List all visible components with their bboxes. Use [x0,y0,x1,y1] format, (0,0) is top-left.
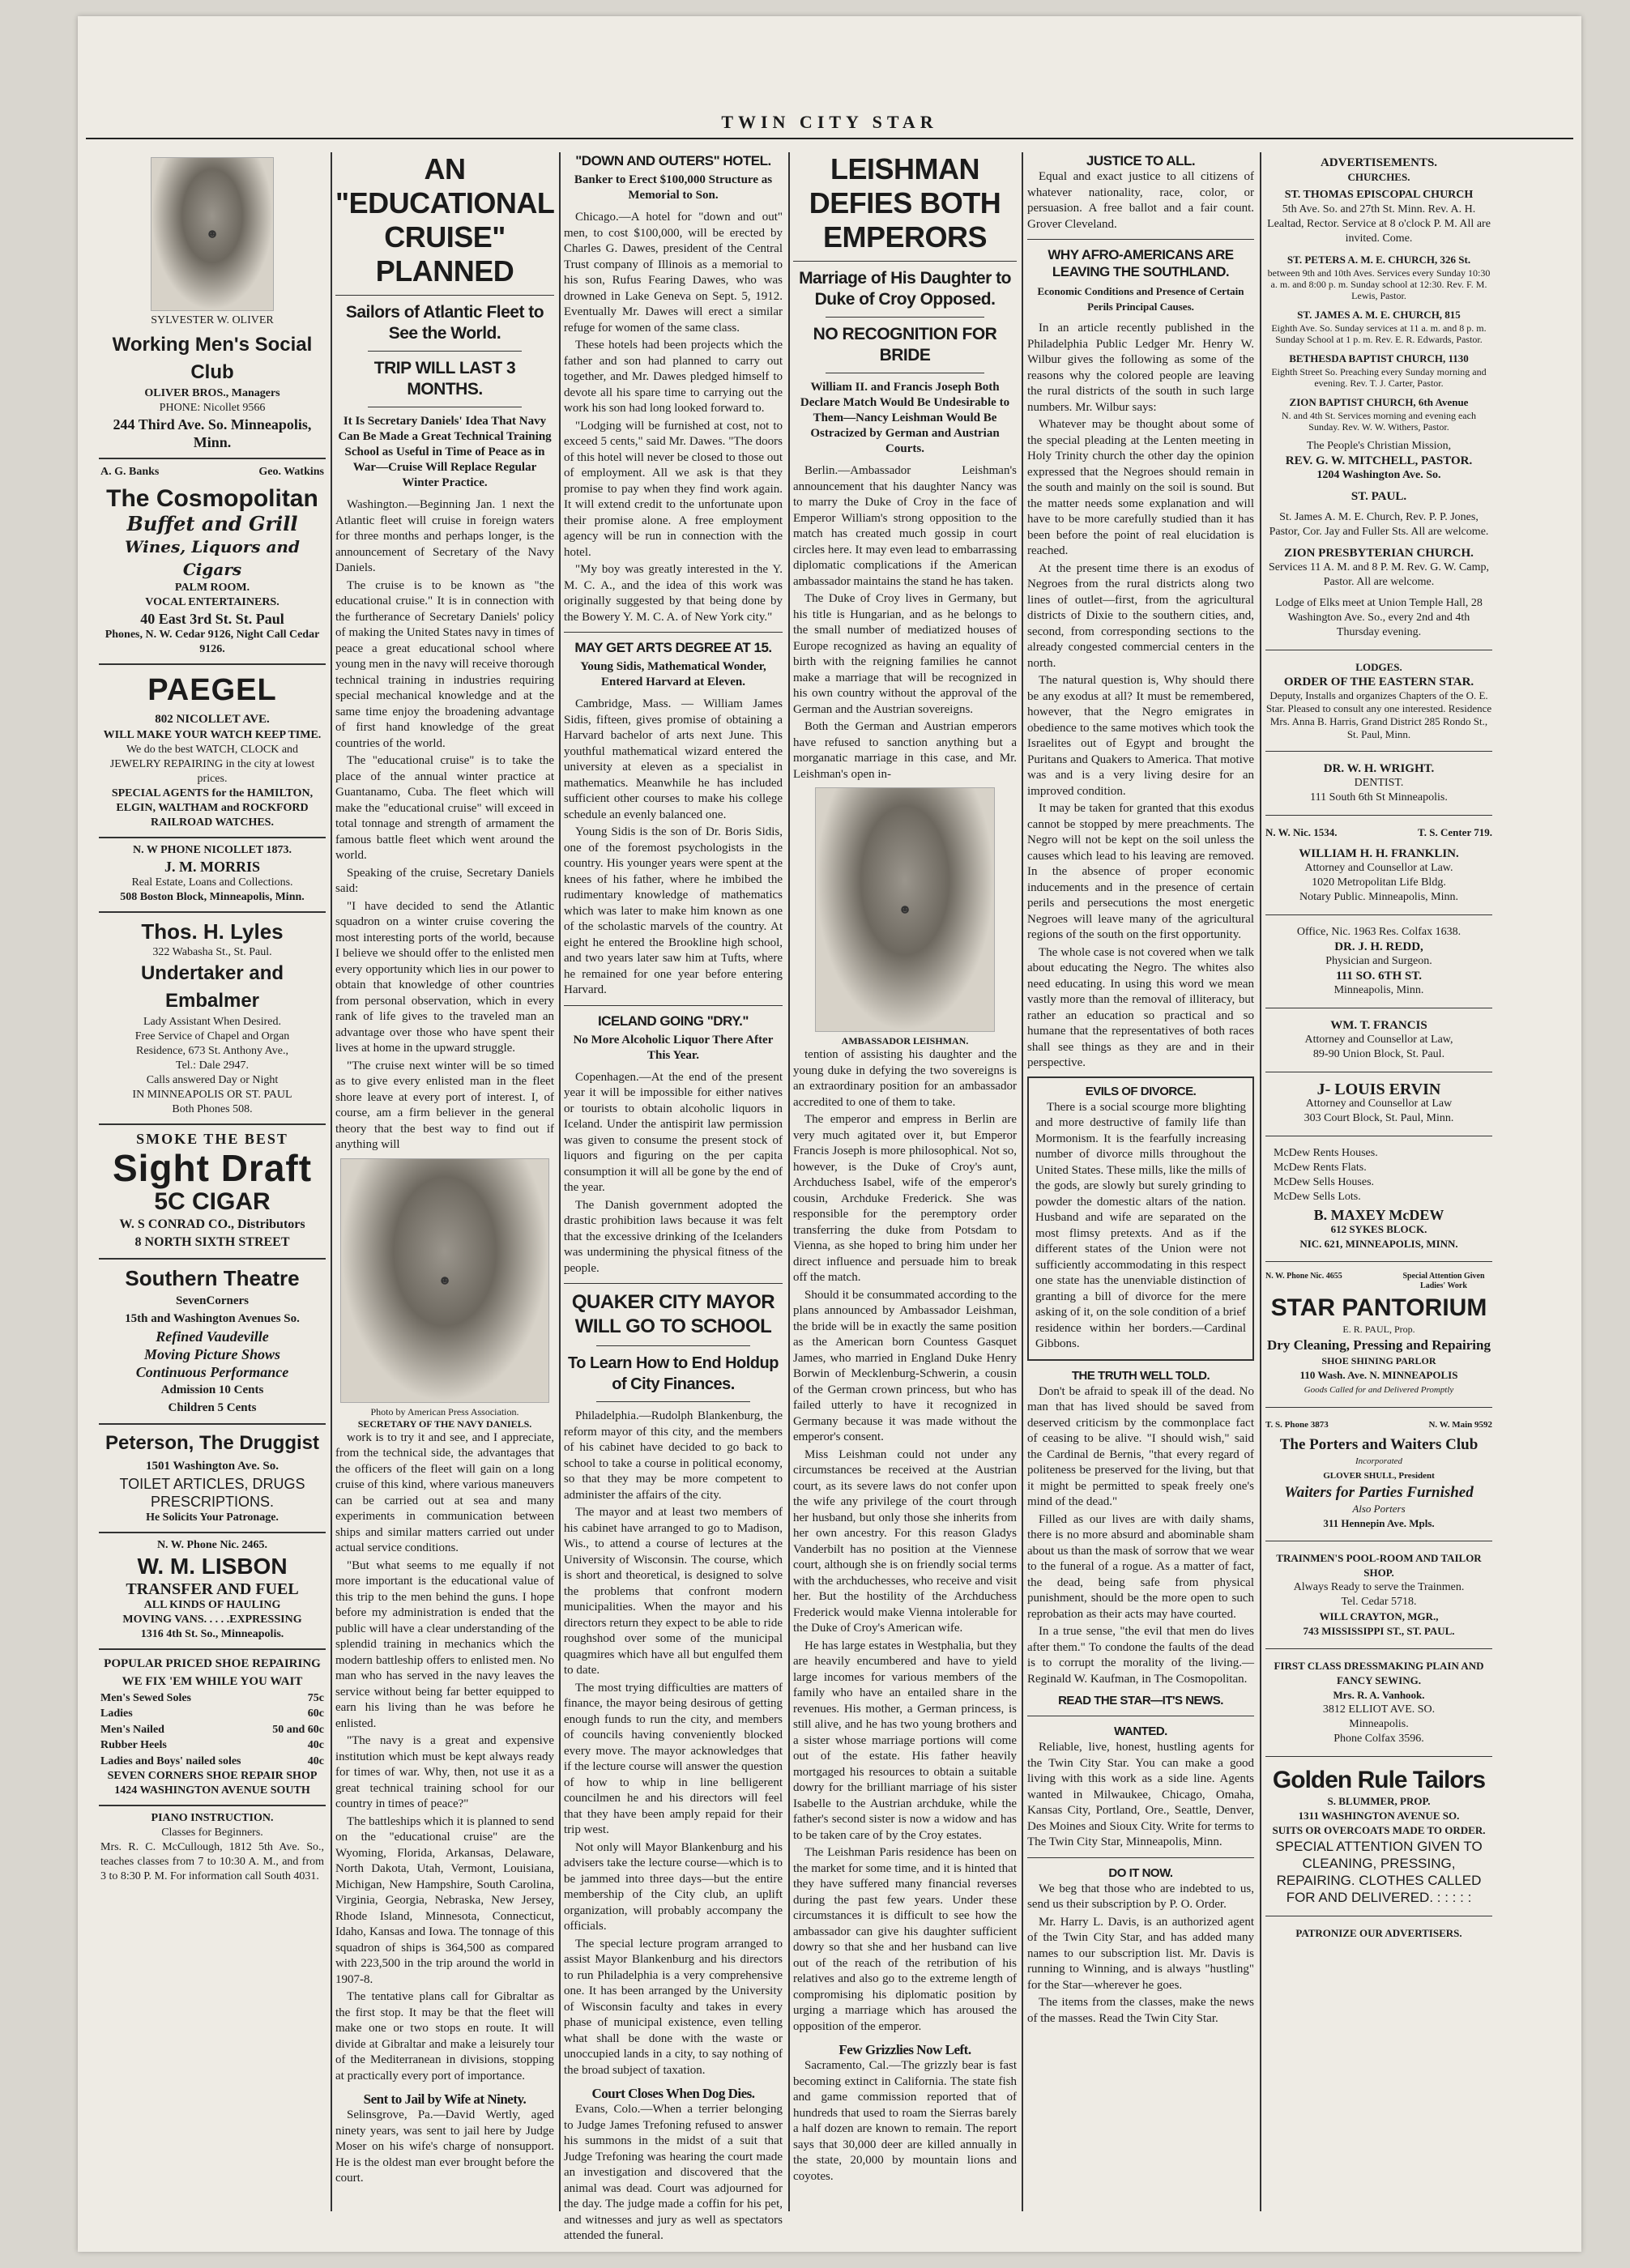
ad-line: MOVING VANS. . . . .EXPRESSING [122,1613,302,1626]
listing-text: Waiters for Parties Furnished [1284,1484,1474,1501]
listing-text: GLOVER SHULL, President [1323,1471,1435,1481]
ad-paegel [99,665,326,838]
ad-line: Calls answered Day or Night [146,1073,279,1086]
listing-title: ORDER OF THE EASTERN STAR. [1283,676,1474,688]
listing-text: Also Porters [1352,1503,1406,1515]
listing-title: REV. G. W. MITCHELL, PASTOR. [1285,454,1473,467]
paragraph: "Lodging will be furnished at cost, not to exceed 5 cents," said Mr. Dawes. "The doors of this hotel will never be closed to those out of employment. All we ask is that they promise to pay when they find work again. It will extend credit to the unfortunate upon their promise alone. A free employment agency will be run in connection with the hotel. [564,419,783,559]
paragraph: The battleships which it is planned to send on the "educational cruise" are the Wyoming, Florida, Arkansas, Delaware, North Dakota, Utah, Vermont, Louisiana, Michigan, New Hampshire, South Carolina, Virginia, Georgia, Nebraska, New Jersey, Rhode Island, Minnesota, Connecticut, Idaho, Kansas and Iowa. The tonnage of this squadron of ships is 364,500 as compared with 223,500 in the trip around the world in 1907-8. [335,1814,554,1986]
deck: To Learn How to End Holdup of City Finances. [568,1354,779,1393]
divider [793,261,1017,262]
ad-title: J. M. MORRIS [164,858,260,875]
listing-title: PATRONIZE OUR ADVERTISERS. [1295,1927,1462,1939]
subhead: Sent to Jail by Wife at Ninety. [363,2091,527,2107]
listing-text: McDew Sells Lots. [1274,1191,1361,1203]
ad-line: 1316 4th St. So., Minneapolis. [140,1627,284,1640]
divider [564,632,783,633]
paragraph: Sacramento, Cal.—The grizzly bear is fast becoming extinct in California. The state fish and game commission reported that of hundreds that used to roam the Sierras barely a half dozen are known to remain. The report says that 30,000 deer are killed annually in the state, 20,000 by mountain lions and coyotes. [793,2059,1017,2183]
photo-credit: Photo by American Press Association. [370,1405,519,1418]
divider [1027,1857,1254,1858]
paragraph: He has large estates in Westphalia, but they are heavily encumbered and have to yield large incomes for various members of the family who have an entailed share in the revenues. His mother, a German princess, is still alive, and he has two young brothers and a sister whose marriage portions will come out of the estate. His father heavily mortgaged his resources to obtain a suitable dowry for the brilliant marriage of his sister Isabelle to the Austrian archduke, while the father's second sister is now a widow and has to be taken care of by the Croy estates. [793,1639,1017,1842]
paragraph: Copenhagen.—At the end of the present year it will be impossible for either natives or tourists to obtain alcoholic liquors in Iceland. Under the antispirit law permission was given to consume the present stock of liquors and figuring on the per capita consumption it will all be gone by the end of the year. [564,1070,783,1194]
listing-title: WILLIAM H. H. FRANKLIN. [1299,847,1459,860]
phone-left: T. S. Phone 3873 [1265,1420,1329,1430]
price-list [100,1690,324,1770]
paragraph: Filled as our lives are with daily shams, there is no more absurd and abominable sham about us than the mask of sorrow that we wear to the funeral of a rogue. As a matter of fact, the dead, being safe from physical punishment, should be the more open to such reprobation as their acts may have courted. [1027,1512,1254,1621]
listing-text: SHOE SHINING PARLOR [1321,1355,1436,1366]
ad-line: N. W. Phone Nic. 2465. [156,1538,268,1551]
paragraph: Berlin.—Ambassador Leishman's announcement that his daughter Nancy was to marry the Duke of Croy in the face of Emperor William's strong opposition to the match has created much gossip in court circles here. It may even lead to embarrassing diplomatic complications if the American ambassador maintains the stand he has taken. [793,464,1017,588]
paragraph: The "educational cruise" is to take the place of the annual winter practice at Guantanamo, Cuba. The fleet which will make the "educational cruise" will exceed in total tonnage and strength of armament the famous battle fleet which went around the world. [335,754,554,862]
listing-text: Minneapolis, Minn. [1333,984,1424,996]
ad-line: Admission 10 Cents [160,1383,264,1396]
listing-text: Always Ready to serve the Trainmen. [1293,1581,1465,1593]
section-title: ST. PAUL. [1351,490,1407,503]
paragraph: There is a social scourge more blighting and more destructive of family life than Mormonism. It is the fearfully increasing number of divorce mills throughout the United States. These mills, like the mills of the gods, are slowly but surely grinding to powder the domestic altars of the nation. Husband and wife are separated on the most flimsy pretexts. And as if the different states of the Union were not sufficiently accommodating in this respect one state has the unenviable distinction of granting a bill of divorce for the mere asking of it, on the sole condition of a brief residence within her borders.—Cardinal Gibbons. [1035,1100,1246,1350]
price-item: Ladies [100,1707,133,1720]
ad-line: VOCAL ENTERTAINERS. [145,595,279,608]
paragraph: Speaking of the cruise, Secretary Daniels said: [335,866,554,895]
divider [596,1345,750,1346]
photo-caption: AMBASSADOR LEISHMAN. [841,1035,969,1047]
listing-title: ST. THOMAS EPISCOPAL CHURCH [1284,189,1474,201]
listing-text: 89-90 Union Block, St. Paul. [1312,1048,1445,1060]
deck: Young Sidis, Mathematical Wonder, Entered Harvard at Eleven. [580,660,766,688]
headline: MAY GET ARTS DEGREE AT 15. [574,640,772,655]
paragraph: Miss Leishman could not under any circumstances be received at the Austrian court, as its severe laws do not confer upon the wife any privilege of the court through her husband, but only those she inherits from her own ancestry. For this reason Gladys Vanderbilt has no position at the Viennese court, although she is on friendly social terms with the archduchesses, who receive and visit her. But the hostility of the Archduchess Frederick would make Vienna intolerable for the Duke of Croy's American wife. [793,1447,1017,1635]
headline: LEISHMAN DEFIES BOTH EMPERORS [809,152,1001,254]
listing-text: 111 South 6th St Minneapolis. [1310,791,1448,804]
divider [1027,239,1254,240]
paragraph: Both the German and Austrian emperors have refused to sanction anything but a morganatic marriage in this case, and Mr. Leishman's open in- [793,720,1017,781]
paragraph: The most trying difficulties are matters of finance, the mayor being desirous of getting enough funds to run the city, and members of councils having conveniently blocked every move. The mayor acknowledges that if the lecture course will answer the question of how to whip in line belligerent councilmen he and his directors will feel that they have been amply repaid for their trip west. [564,1681,783,1836]
deck: Economic Conditions and Presence of Certain Perils Principal Causes. [1037,285,1244,313]
listing-text: Attorney and Counsellor at Law, [1304,1034,1453,1046]
paragraph: The Duke of Croy lives in Germany, but his title is Hungarian, and as he belongs to the small number of mediatized houses of Europe recognized as having an equality of birth with the reigning families he cannot make a marriage that will be recognized in his own country without the approval of the German and the Austrian sovereigns. [793,592,1017,716]
listing-text: 110 Wash. Ave. N. MINNEAPOLIS [1299,1369,1458,1381]
listing-text: 311 Hennepin Ave. Mpls. [1323,1517,1435,1529]
masthead-rule [86,138,1573,139]
ad-line: Both Phones 508. [172,1102,253,1115]
paragraph: tention of assisting his daughter and the young duke in defying the two sovereigns is an extraordinary position for an ambassador accredited to one of them to take. [793,1048,1017,1109]
paragraph: Not only will Mayor Blankenburg and his advisers take the lecture course—which is to be jammed into three days—but the entire membership of the City club, an uplift organization, will probably accompany the officials. [564,1840,783,1933]
listing-text: S. BLUMMER, PROP. [1327,1795,1431,1807]
paragraph: Whatever may be thought about some of the special pleading at the Lenten meeting in Holy Trinity church the other day the opinion expressed that the Negroes should remain in the south and mainly on the soil is sound. But the matter needs some explanation and will have to be more carefully studied than it has been before the point of real elucidation is reached. [1027,418,1254,557]
ad-line: 40 East 3rd St. St. Paul [140,610,284,627]
divider [1265,1648,1492,1649]
photo-caption: SECRETARY OF THE NAVY DANIELS. [357,1418,532,1430]
ad-title: The Cosmopolitan [106,484,318,512]
paragraph: At the present time there is an exodus of Negroes from the rural districts along two lines of outlet—first, from the agricultural districts of Dixie to the southern cities, and, second, from corresponding sections to the already congested commercial centers in the north. [1027,561,1254,670]
ad-line: Buffet and Grill [126,511,298,535]
ad-line: 1501 Washington Ave. So. [145,1459,279,1473]
listing-text: 743 MISSISSIPPI ST., ST. PAUL. [1303,1625,1455,1637]
ad-title: Working Men's Social Club [112,334,313,383]
listing-text: SUITS OR OVERCOATS MADE TO ORDER. [1272,1824,1486,1836]
headline: THE TRUTH WELL TOLD. [1071,1368,1210,1383]
paragraph: "But what seems to me equally if not more important is the educational value of this trip to the men behind the guns. I hope before my administration is ended that the public will have a clear understanding of the splendid training in mechanics which the modern battleship offers to enlisted men. No man who has served in the navy leaves the service without being far better equipped to earn his living than he was before he enlisted. [335,1558,554,1730]
listing-title: STAR PANTORIUM [1270,1294,1487,1321]
paragraph: "The cruise next winter will be so timed as to give every enlisted man in the fleet shore leave at every port of interest. I, of course, am a firm believer in the general theory that the best way to find out if anything will [335,1059,554,1151]
listing-text: Eighth Street So. Preaching every Sunday morning and evening. Rev. T. J. Carter, Pastor. [1271,366,1487,389]
ad-peterson [99,1425,326,1533]
listing-text: 303 Court Block, St. Paul, Minn. [1304,1112,1454,1124]
listing-text: St. James A. M. E. Church, Rev. P. P. Jones, Pastor, Cor. Jay and Fuller Sts. All are welcome. [1269,511,1489,538]
daniels-photo [340,1158,549,1403]
headline: QUAKER CITY MAYOR WILL GO TO SCHOOL [571,1291,775,1337]
ad-line: SevenCorners [176,1294,249,1307]
ad-title: POPULAR PRICED SHOE REPAIRING [104,1656,321,1670]
ad-line: 5C CIGAR [154,1187,271,1215]
paragraph: The items from the classes, make the news of the masses. Read the Twin City Star. [1027,1996,1254,2025]
ad-line: Free Service of Chapel and Organ [134,1030,290,1042]
paragraph: The Leishman Paris residence has been on the market for some time, and it is hinted that they have suffered many financial reverses during the past few years. Under these circumstances it is difficult to see how the ambassador can give his daughter sufficient dowry so that she and her husband can live out of the reach of the retribution of his relatives and also go to the extreme length of compromising his diplomatic position by urging a marriage which has aroused the opposition of the emperor. [793,1846,1017,2033]
column-rule [331,152,332,2211]
listing-text: 1020 Metropolitan Life Bldg. [1312,876,1446,889]
divider [1265,1407,1492,1408]
paragraph: Equal and exact justice to all citizens of whatever nationality, race, color, or persuasion. A free ballot and a fair count. Grover Cleveland. [1027,170,1254,231]
deck: Banker to Erect $100,000 Structure as Memorial to Son. [574,173,773,202]
portrait-icon: ☻ [205,227,220,241]
listing-title: ST. JAMES A. M. E. CHURCH, 815 [1297,309,1461,321]
listing-text: N. and 4th St. Services morning and evening each Sunday. Rev. W. W. Withers, Pastor. [1282,410,1476,433]
paragraph: Don't be afraid to speak ill of the dead. No man that has lived should be saved from deserved criticism by the commonplace fact of ceasing to be alive. "I should wish," said the Cardinal de Bernis, "that every regard of politeness be preserved for the living, but that it might be permitted to speak freely one's mind of the dead." [1027,1384,1254,1508]
price-item: Ladies and Boys' nailed soles [100,1754,241,1767]
listing-title: The Porters and Waiters Club [1279,1436,1479,1453]
ad-southern-theatre [99,1260,326,1425]
price-item: Men's Nailed [100,1723,164,1736]
paragraph: The special lecture program arranged to assist Mayor Blankenburg and his directors to run Philadelphia is a very comprehensive one. It has been arranged by the University of Wisconsin faculty and takes in every phase of municipal existence, even telling what shall be done with the waste or unoccupied lands in a city, to say nothing of the broad subject of taxation. [564,1937,783,2077]
ad-line: Phones, N. W. Cedar 9126, Night Call Cedar 9126. [105,628,320,655]
paragraph: The whole case is not covered when we talk about educating the Negro. The whites also need educating. In using this word we mean vastly more than the removal of illiteracy, but rather an education so practical and so humane that the representatives of both races shall see things as they are and in their perspective. [1027,945,1254,1069]
ad-line: Tel.: Dale 2947. [176,1059,249,1072]
headline: READ THE STAR—IT'S NEWS. [1058,1694,1223,1707]
headline: JUSTICE TO ALL. [1086,153,1196,168]
ad-line: We do the best WATCH, CLOCK and JEWELRY REPAIRING in the city at lowest prices. [109,743,315,785]
paragraph: "I have decided to send the Atlantic squadron on a winter cruise covering the most interesting ports of the world, because I believe we should offer to the enlisted men every opportunity which lies in our power to obtain that knowledge of other countries from personal observation, which in every rank of life gives to the traveled man an advantage over those who have spent their lives at home in the upward struggle. [335,899,554,1055]
ad-line: 508 Boston Block, Minneapolis, Minn. [120,890,305,903]
headline: DO IT NOW. [1108,1865,1173,1880]
paragraph: We beg that those who are indebted to us, send us their subscription by P. O. Order. [1027,1882,1254,1911]
name-right: Geo. Watkins [258,466,324,478]
listing-text: McDew Sells Houses. [1274,1176,1375,1188]
listing-text: Dry Cleaning, Pressing and Repairing [1267,1337,1491,1353]
ad-line: SPECIAL AGENTS for the HAMILTON, ELGIN, WALTHAM and ROCKFORD RAILROAD WATCHES. [111,787,314,829]
listing-text: Eighth Ave. So. Sunday services at 11 a. m. and 8 p. m. Sunday School at 1 p. m. Rev. E. R. Edwards, Pastor. [1271,322,1487,345]
listing-text: between 9th and 10th Aves. Services every Sunday 10:30 a. m. and 8:00 p. m. Sunday school at 12:30. Rev. F. M. Lewis, Pastor. [1267,267,1491,301]
ad-line: ALL KINDS OF HAULING [143,1598,281,1611]
divider [335,295,554,296]
listing-text: WILL CRAYTON, MGR., [1319,1610,1439,1622]
portrait-icon: ☻ [437,1273,452,1287]
ad-line: PALM ROOM. [174,581,250,594]
paragraph: Evans, Colo.—When a terrier belonging to Judge James Trefoning refused to answer his summons in the midst of a suit that Judge Trefoning was hearing the court made an investigation and discovered that the animal was dead. Court was adjourned for the day. The judge made a coffin for his pet, and witnesses and jury as well as spectators attended the funeral. [564,2103,783,2242]
ad-line: Real Estate, Loans and Collections. [131,876,293,889]
ad-line: 802 NICOLLET AVE. [155,712,270,726]
ad-title: Undertaker and Embalmer [140,961,284,1012]
listing-text: 612 SYKES BLOCK. [1330,1223,1427,1235]
divider [1265,1756,1492,1757]
deck: NO RECOGNITION FOR BRIDE [813,325,997,364]
listing-title: WM. T. FRANCIS [1330,1019,1427,1032]
paragraph: Philadelphia.—Rudolph Blankenburg, the reform mayor of this city, and the members of his cabinet have decided to go back to school to take a course in political economy, so that they may be more competent to administer the affairs of the city. [564,1409,783,1502]
listing-title: DR. W. H. WRIGHT. [1323,762,1435,775]
column-rule [1022,152,1023,2211]
paragraph: The mayor and at least two members of his cabinet have arranged to go to Madison, Wis., to attend a course of lectures at the University of Wisconsin. The course, which is short and theoretical, is designed to solve the problems that confront modern municipalities. When the mayor and his directors return they expect to be able to ride roughshod over some of the municipal quagmires which have all but engulfed them to date. [564,1506,783,1677]
paragraph: Should it be consummated according to the plans announced by Ambassador Leishman, the bride will be in exactly the same position as the American born Countess Gasquet James, who married in England Duke Henry Borwin of Mecklenburg-Schwerin, a cousin of the German crown princess, but who has failed utterly to have it recognized in Germany because it was made without the emperor's consent. [793,1288,1017,1443]
phone-right: T. S. Center 719. [1418,826,1492,838]
column-6-directory [1265,152,1492,2219]
ad-line: He Solicits Your Patronage. [146,1511,279,1524]
ad-social-club [99,326,326,459]
listing-text: Mrs. R. A. Vanhook. [1333,1689,1425,1701]
headline: "DOWN AND OUTERS" HOTEL. [575,153,771,168]
listing-text: McDew Rents Flats. [1274,1162,1367,1174]
paragraph: "The navy is a great and expensive institution which must be kept always ready for times of war. Why, then, not use it as a great technical training school for our country in times of peace?" [335,1734,554,1810]
listing-text: Incorporated [1355,1456,1403,1466]
ad-names [99,459,326,480]
listing-text: E. R. PAUL, Prop. [1342,1324,1415,1335]
listing-text: 5th Ave. So. and 27th St. Minn. Rev. A. H. Lealtad, Rector. Service at 8 o'clock P. M. All are invited. Come. [1267,203,1491,245]
listing-text: Deputy, Installs and organizes Chapters of the O. E. Star. Pleased to consult any one interested. Residence Mrs. Anna B. Harris, Grand District 285 Rondo St., St. Paul, Minn. [1265,689,1492,740]
price-row [100,1754,324,1770]
ad-piano [99,1806,326,1891]
headline: AN "EDUCATIONAL CRUISE" PLANNED [335,152,555,288]
divider [1265,815,1492,816]
column-4-leishman [793,152,1017,2219]
paragraph: The tentative plans call for Gibraltar as the first stop. It may be that the fleet will make one or two stops en route. It will divide at Gibraltar and make a leisurely tour of the Mediterranean in divisions, stopping at practically every port of importance. [335,1990,554,2083]
column-rule [1260,152,1261,2211]
divider [564,1283,783,1284]
deck: TRIP WILL LAST 3 MONTHS. [373,359,516,399]
ad-line: 322 Wabasha St., St. Paul. [152,945,272,958]
ad-line: Continuous Performance [135,1363,289,1380]
price-item: Rubber Heels [100,1739,167,1751]
ad-line: WILL MAKE YOUR WATCH KEEP TIME. [103,728,322,741]
ad-line: TOILET ARTICLES, DRUGS [119,1475,305,1492]
subhead: Court Closes When Dog Dies. [591,2086,755,2101]
ad-cosmopolitan [99,480,326,665]
paragraph: In an article recently published in the Philadelphia Public Ledger Mr. Henry W. Wilbur gives the following as some of the reasons why the colored people are leaving the rural districts of the south in such large numbers. Mr. Wilbur says: [1027,322,1254,414]
listing-text: DENTIST. [1354,777,1404,789]
ad-lyles [99,913,326,1125]
phone-right: N. W. Main 9592 [1428,1420,1492,1430]
listing-text: Services 11 A. M. and 8 P. M. Rev. G. W. Camp, Pastor. All are welcome. [1269,561,1489,588]
leishman-photo [815,787,995,1032]
section-title: LODGES. [1355,661,1402,673]
ad-line: IN MINNEAPOLIS OR ST. PAUL [132,1088,292,1101]
headline: ICELAND GOING "DRY." [598,1013,749,1029]
portrait-icon: ☻ [898,902,912,917]
paragraph: In a true sense, "the evil that men do lives after them." To condone the faults of the dead is to corrupt the morality of the living.—Reginald W. Kaufman, in The Cosmopolitan. [1027,1625,1254,1686]
ad-morris [99,838,326,913]
paragraph: The Danish government adopted the drastic prohibition laws because it was felt that the excessive drinking of the Icelanders was undermining the physical fitness of the people. [564,1198,783,1275]
listing-text: NIC. 621, MINNEAPOLIS, MINN. [1299,1238,1458,1250]
phone-right: Special Attention Given Ladies' Work [1402,1272,1485,1290]
divider [368,351,522,352]
listing-text: Goods Called for and Delivered Promptly [1304,1385,1454,1395]
ad-title: W. M. LISBON [137,1553,288,1579]
paragraph: Cambridge, Mass. — William James Sidis, fifteen, gives promise of obtaining a Harvard bachelor of arts next June. This youthful mathematical wizard entered the university at eleven as a specialist in mathematics. Meanwhile he has included sufficient other courses to make his college schedule an evenly balanced one. [564,697,783,821]
deck: No More Alcoholic Liquor There After This Year. [573,1033,774,1062]
portrait-caption: SYLVESTER W. OLIVER [151,314,274,326]
listing-title: Golden Rule Tailors [1272,1767,1486,1793]
paragraph: It may be taken for granted that this exodus cannot be stopped by mere preachments. The Negro will not be kept on the soil unless the causes which lead to his leaving are removed. In the absence of proper economic inducements and in the presence of certain perils and persecutions the most energetic Negroes will leave many of the agricultural regions of the south on the first opportunity. [1027,802,1254,941]
name-left: A. G. Banks [100,466,160,478]
paragraph: Reliable, live, honest, hustling agents for the Twin City Star. You can make a good living with this work as a side line. Agents wanted in Milwaukee, Chicago, Omaha, Kansas City, Portland, Ore., Seattle, Denver, Des Moines and Sioux City. Write for terms to The Twin City Star, Minneapolis, Minn. [1027,1741,1254,1848]
divider [826,317,984,318]
ad-line: Refined Vaudeville [156,1328,269,1345]
ad-line: Classes for Beginners. [161,1827,263,1839]
listing-title: J- LOUIS ERVIN [1316,1081,1441,1098]
price-row [100,1706,324,1722]
listing-text: 1311 WASHINGTON AVENUE SO. [1298,1810,1460,1822]
price-row [100,1690,324,1707]
ad-line: Children 5 Cents [168,1400,257,1414]
newspaper-page [78,16,1581,2252]
price-value: 75c [307,1691,324,1704]
ad-line: Lady Assistant When Desired. [143,1015,282,1028]
ad-title: Peterson, The Druggist [105,1431,320,1454]
column-1-ads [99,152,326,2219]
headline: WHY AFRO-AMERICANS ARE LEAVING THE SOUTHLAND. [1048,247,1234,279]
ad-line: WE FIX 'EM WHILE YOU WAIT [122,1674,303,1688]
ad-line: OLIVER BROS., Managers [144,387,280,399]
ad-title: PIANO INSTRUCTION. [151,1812,274,1824]
paragraph: These hotels had been projects which the father and son had planned to carry out together, and Mr. Dawes pledged himself to devote all his spare time to carrying out the work his son had long looked forward to. [564,339,783,415]
ad-line: 1424 WASHINGTON AVENUE SOUTH [114,1784,310,1797]
divider [1265,914,1492,915]
ad-shoe-repair [99,1650,326,1807]
ad-title: Thos. H. Lyles [141,919,284,944]
ad-line: PRESCRIPTIONS. [150,1493,275,1510]
ad-line: SEVEN CORNERS SHOE REPAIR SHOP [107,1770,318,1782]
ad-title: Sight Draft [112,1146,313,1189]
ad-line: TRANSFER AND FUEL [126,1580,299,1598]
paragraph: work is to try it and see, and I appreciate, from the technical side, the advantages that the officers of the fleet will gain on a long cruise of this kind, where various maneuvers can be carried out at sea and many experiments in communication between ships and similar matters carried out under actual service conditions. [335,1430,554,1554]
price-value: 50 and 60c [272,1723,324,1736]
ad-title: Southern Theatre [125,1265,300,1290]
paragraph: "My boy was greatly interested in the Y. M. C. A., and the idea of this work was originally suggested by that being done by the Bowery Y. M. C. A. of New York city." [564,563,783,624]
ad-line: PHONE: Nicollet 9566 [159,402,266,414]
paragraph: The natural question is, Why should there be any exodus at all? It must be remembered, however, that the Negro emigrates in obedience to the same motives which took the Israelites out of Egypt and brought the Puritans and Quakers to America. That motive was and is a very living desire for an improved condition. [1027,674,1254,798]
ad-line: SMOKE THE BEST [136,1130,288,1147]
deck: Sailors of Atlantic Fleet to See the World. [345,303,544,343]
column-rule [788,152,790,2211]
price-item: Men's Sewed Soles [100,1691,191,1704]
listing-text: 1204 Washington Ave. So. [1316,469,1441,481]
listing-title: DR. J. H. REDD, [1334,940,1423,953]
summary-deck: William II. and Francis Joseph Both Declare Match Would Be Undesirable to Them—Nancy Leishman Would Be Ostracized by German and Austrian Courts. [800,381,1010,455]
listing-text: Physician and Surgeon. [1325,955,1432,967]
divider [1265,1261,1492,1262]
phone-left: N. W. Nic. 1534. [1265,826,1338,838]
column-5-editorials [1027,152,1254,2219]
listing-title: ZION PRESBYTERIAN CHURCH. [1284,547,1474,560]
portrait-photo [151,157,274,311]
price-value: 40c [307,1739,324,1751]
paragraph: The cruise is to be known as "the educational cruise." It is in connection with the furtherance of Secretary Daniels' policy of making the United States navy in times of peace a great educational school where young men in the navy will receive thorough technical training in industries requiring special mechanical knowledge and at the same time enjoy the broadening advantage of first hand knowledge of the great countries of the world. [335,578,554,750]
ad-line: Residence, 673 St. Anthony Ave., [136,1044,288,1057]
price-row [100,1722,324,1738]
phone-left: N. W. Phone Nic. 4655 [1265,1272,1342,1281]
listing-text: SPECIAL ATTENTION GIVEN TO CLEANING, PRESSING, REPAIRING. CLOTHES CALLED FOR AND DELIVERED. : : : : : [1275,1839,1483,1905]
listing-title: FIRST CLASS DRESSMAKING PLAIN AND FANCY SEWING. [1274,1660,1484,1686]
price-value: 60c [307,1707,324,1720]
price-row [100,1737,324,1754]
column-rule [559,152,561,2211]
ad-line: 15th and Washington Avenues So. [125,1311,300,1325]
listing-text: Notary Public. Minneapolis, Minn. [1299,891,1458,903]
ad-line: Moving Picture Shows [143,1345,281,1362]
paragraph: Washington.—Beginning Jan. 1 next the Atlantic fleet will cruise in foreign waters for three months and perhaps longer, is the announcement of Secretary of the Navy Daniels. [335,498,554,574]
summary-deck: It Is Secretary Daniels' Idea That Navy Can Be Made a Great Technical Training School as Useful in Time of Peace as in War—Cruise Will Replace Regular Winter Practice. [338,415,552,489]
divider [1265,751,1492,752]
divorce-box [1027,1076,1254,1361]
listing-title: B. MAXEY McDEW [1313,1207,1444,1223]
listing-text: Office, Nic. 1963 Res. Colfax 1638. [1296,926,1461,938]
ad-line: Wines, Liquors and Cigars [125,536,300,579]
listing-title: ST. PETERS A. M. E. CHURCH, 326 St. [1287,254,1471,266]
paragraph: Mr. Harry L. Davis, is an authorized agent of the Twin City Star, and has added many names to our subscription list. Mr. Davis is running to Winning, and is always "hustling" for the Star—wherever he goes. [1027,1915,1254,1992]
ad-lisbon [99,1533,326,1650]
ad-line: N. W PHONE NICOLLET 1873. [132,843,292,856]
paragraph: Young Sidis is the son of Dr. Boris Sidis, one of the foremost psychologists in the country. His younger years were spent at the knees of his father, where he imbibed the rudimentary knowledge of mathematics which was later to make him known as one of the scholastic marvels of the country. At eight he entered the Brookline high school, and two years later saw him at Tufts, where he remained for one year before entering Harvard. [564,825,783,996]
paragraph: Chicago.—A hotel for "down and out" men, to cost $100,000, will be erected by Charles G. Dawes, president of the Central Trust company of Illinois as a memorial to his son, Rufus Fearing Dawes, who was drowned in Lake Geneva on Sept. 5, 1912. Eventually Mr. Dawes will erect a similar refuge for women of the same class. [564,211,783,335]
paragraph: Selinsgrove, Pa.—David Wertly, aged ninety years, was sent to jail here by Judge Moser on his wife's charge of nonsupport. He is the oldest man ever brought before the court. [335,2108,554,2185]
masthead: TWIN CITY STAR [721,112,938,132]
price-value: 40c [307,1754,324,1767]
listing-text: McDew Rents Houses. [1274,1147,1378,1159]
ad-sight-draft [99,1125,326,1260]
section-title: ADVERTISEMENTS. [1320,156,1438,169]
section-title: CHURCHES. [1347,171,1410,183]
deck: Marriage of His Daughter to Duke of Croy Opposed. [799,269,1011,309]
ad-line: 8 NORTH SIXTH STREET [134,1234,290,1249]
listing-title: TRAINMEN'S POOL-ROOM AND TAILOR SHOP. [1276,1552,1482,1579]
subhead: Few Grizzlies Now Left. [838,2042,971,2057]
column-2-educational-cruise [335,152,554,2219]
listing-text: 3812 ELLIOT AVE. SO. [1322,1703,1436,1716]
ad-line: W. S CONRAD CO., Distributors [119,1217,305,1231]
ad-line: 244 Third Ave. So. Minneapolis, Minn. [113,416,312,450]
divider [564,1005,783,1006]
listing-text: Attorney and Counsellor at Law. [1304,862,1453,874]
listing-text: Minneapolis. [1349,1718,1409,1730]
listing-text: Attorney and Counsellor at Law [1305,1098,1453,1110]
listing-text: Phone Colfax 3596. [1333,1733,1424,1745]
headline: WANTED. [1114,1724,1167,1738]
listing-text: 111 SO. 6TH ST. [1335,970,1422,983]
divider [596,1401,750,1402]
box-headline: EVILS OF DIVORCE. [1085,1084,1197,1098]
ad-title: PAEGEL [147,672,277,707]
paragraph: The emperor and empress in Berlin are very much agitated over it, but Emperor Francis Joseph is more philosophical. Not so, however, is the Duke of Croy's aunt, Archduchess Isabel, wife of the emperor's cousin, Archduke Frederick. She was responsible for the peremptory order transferring the duke from Potsdam to Vienna, as she hoped to bring him under her direct influence and persuade him to break off the match. [793,1113,1017,1284]
listing-title: ZION BAPTIST CHURCH, 6th Avenue [1289,396,1469,408]
listing-text: The People's Christian Mission, [1306,440,1452,452]
listing-title: BETHESDA BAPTIST CHURCH, 1130 [1289,352,1469,364]
listing-text: Lodge of Elks meet at Union Temple Hall, 28 Washington Ave. So., every 2nd and 4th Thursday evening. [1275,597,1483,638]
listing-text: Tel. Cedar 5718. [1341,1596,1417,1608]
ad-line: Mrs. R. C. McCullough, 1812 5th Ave. So., teaches classes from 7 to 10:30 A. M., and from 3 to 8:30 P. M. For information call South 4031. [100,1841,324,1882]
column-3-briefs [564,152,783,2242]
